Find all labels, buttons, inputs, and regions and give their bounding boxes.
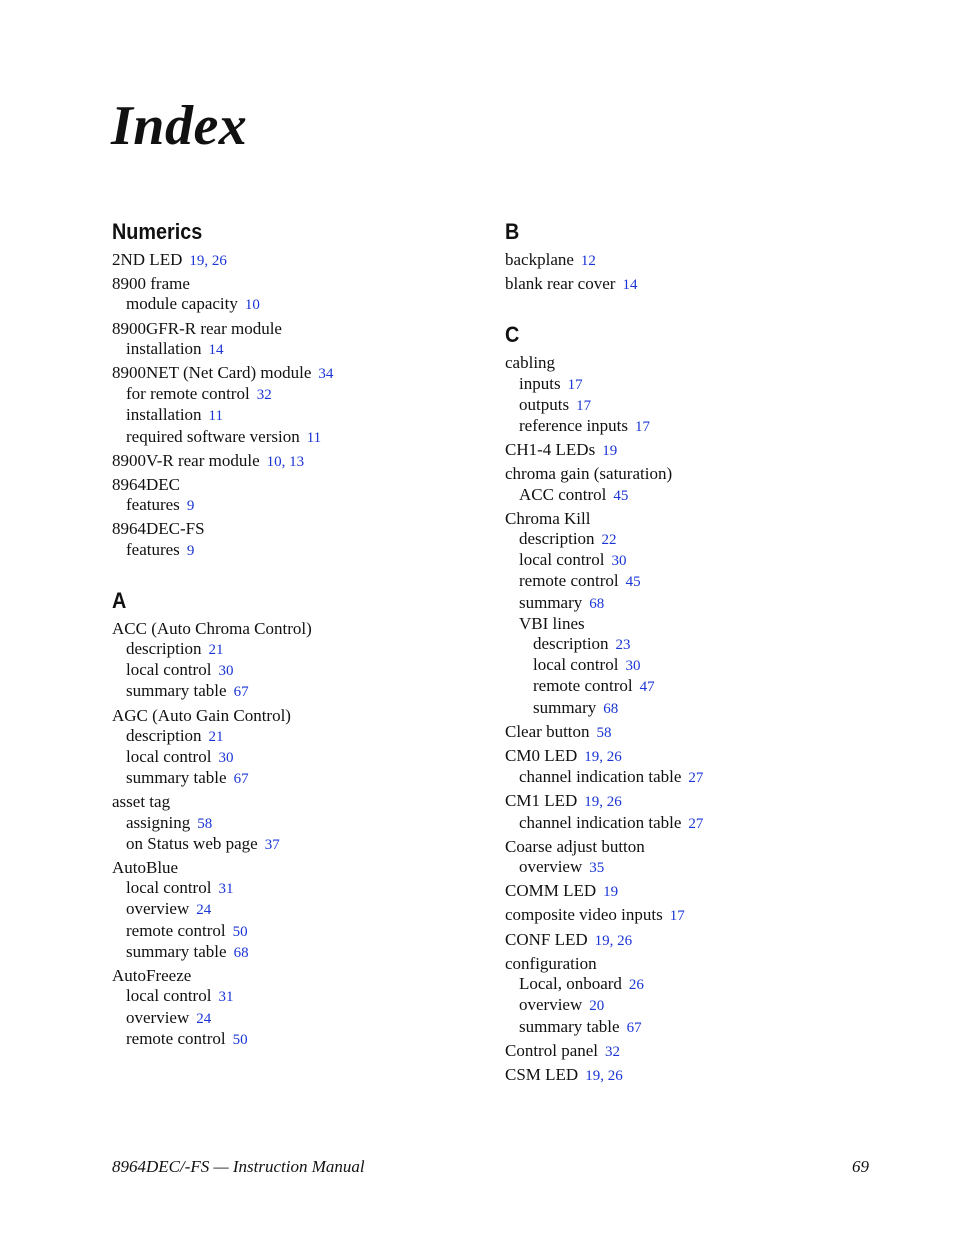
index-entry-term: COMM LED	[505, 881, 597, 901]
index-entry-term: overview	[519, 857, 583, 877]
index-entry	[112, 427, 472, 448]
index-entry	[505, 274, 885, 295]
page-refs	[209, 729, 224, 745]
index-entry-term: installation	[126, 405, 202, 425]
page-link[interactable]: 27	[688, 815, 704, 832]
index-entry	[505, 930, 885, 951]
page-link[interactable]: 26	[606, 794, 622, 811]
page-link[interactable]: 12	[580, 253, 596, 269]
index-entry	[505, 509, 885, 529]
page-link[interactable]: 26	[606, 749, 622, 766]
index-entry	[112, 660, 472, 681]
page-link[interactable]: 67	[626, 1019, 642, 1036]
page-link[interactable]: 19	[585, 1067, 601, 1084]
index-entry	[505, 1041, 885, 1062]
index-entry-term: 8900 frame	[112, 274, 190, 294]
page-link[interactable]: 10	[266, 453, 282, 470]
index-entry-term: local control	[533, 655, 619, 675]
page-link[interactable]: 14	[208, 341, 224, 358]
index-entry-term: CH1-4 LEDs	[505, 440, 596, 460]
index-entry	[505, 440, 885, 461]
index-entry	[505, 791, 885, 812]
index-entry	[112, 899, 472, 920]
page-refs	[234, 684, 249, 700]
page-refs	[209, 342, 224, 358]
index-entry	[112, 747, 472, 768]
page-link[interactable]: 26	[617, 932, 633, 949]
page-refs	[257, 387, 272, 403]
index-entry-term: reference inputs	[519, 416, 629, 436]
page-refs: 10, 13	[266, 453, 305, 470]
page-link[interactable]: 17	[669, 908, 685, 925]
page-refs	[688, 770, 703, 786]
index-entry-term: CSM LED	[505, 1064, 579, 1084]
index-entry	[112, 792, 472, 812]
index-entry	[112, 475, 472, 495]
index-entry	[112, 250, 472, 271]
index-entry	[505, 1065, 885, 1086]
index-entry-term: blank rear cover	[505, 274, 616, 294]
page-link[interactable]: 19	[584, 749, 600, 766]
index-section	[112, 587, 472, 1050]
index-entry	[112, 813, 472, 834]
index-entry-term: ACC (Auto Chroma Control)	[112, 618, 312, 638]
page-refs	[602, 532, 617, 548]
index-entry	[505, 395, 885, 416]
index-entry	[112, 768, 472, 789]
page-link[interactable]: 30	[611, 553, 627, 570]
page-refs	[603, 701, 618, 717]
index-entry	[505, 746, 885, 767]
index-entry-term: remote control	[533, 676, 633, 696]
index-entry	[505, 464, 885, 484]
page-link[interactable]: 58	[197, 815, 213, 832]
page-refs	[245, 297, 260, 313]
page-link[interactable]: 19	[603, 884, 619, 901]
index-entry-term: chroma gain (saturation)	[505, 464, 673, 484]
index-section	[505, 218, 885, 295]
page-refs	[602, 443, 617, 459]
page-refs	[622, 277, 637, 293]
index-entry-term: remote control	[126, 920, 226, 940]
index-entry-term: summary	[519, 592, 583, 612]
index-entry	[112, 858, 472, 878]
index-entry	[505, 905, 885, 926]
index-entry	[505, 571, 885, 592]
index-entry	[505, 353, 885, 373]
index-entry-term: CM0 LED	[505, 746, 578, 766]
page-refs	[576, 398, 591, 414]
index-entry-term: channel indication table	[519, 767, 682, 787]
index-entry-term: asset tag	[112, 792, 171, 812]
page-refs	[625, 658, 640, 674]
index-entry-term: on Status web page	[126, 833, 258, 853]
index-entry-term: 8900GFR-R rear module	[112, 318, 282, 338]
page-link[interactable]: 21	[208, 728, 224, 745]
index-entry-term: local control	[126, 660, 212, 680]
index-entry-term: overview	[519, 995, 583, 1015]
footer-manual-title: 8964DEC/-FS — Instruction Manual	[112, 1157, 365, 1176]
page-link[interactable]: 68	[589, 595, 605, 612]
page-link[interactable]: 17	[576, 397, 592, 414]
page-link[interactable]: 19	[584, 794, 600, 811]
index-entry	[505, 676, 885, 697]
index-entry-term: description	[533, 634, 609, 654]
index-section	[112, 218, 472, 561]
index-entry	[112, 986, 472, 1007]
page-link[interactable]: 50	[232, 923, 248, 940]
page-refs	[218, 750, 233, 766]
page-link[interactable]: 31	[218, 989, 234, 1006]
page-link[interactable]: 26	[628, 977, 644, 994]
page-link[interactable]: 14	[622, 277, 638, 294]
page-link[interactable]: 26	[607, 1067, 623, 1084]
index-entry-term: Chroma Kill	[505, 508, 591, 528]
section-heading: A	[112, 587, 127, 613]
page-refs	[640, 679, 655, 695]
index-entry-term: outputs	[519, 394, 570, 414]
page-refs	[234, 771, 249, 787]
index-entry-term: CM1 LED	[505, 791, 578, 811]
index-entry-term: summary table	[126, 941, 227, 961]
page-refs	[233, 1032, 248, 1048]
page-link[interactable]: 32	[605, 1043, 621, 1060]
index-entry-term: local control	[126, 747, 212, 767]
page-refs	[589, 596, 604, 612]
index-entry	[112, 519, 472, 539]
index-column-right	[505, 218, 885, 1112]
page-refs	[209, 642, 224, 658]
index-entry	[112, 363, 472, 384]
page-link[interactable]: 22	[601, 532, 617, 549]
page-link[interactable]: 20	[589, 998, 605, 1015]
page-refs	[209, 408, 223, 424]
index-entry	[112, 619, 472, 639]
page-link[interactable]: 9	[186, 542, 195, 559]
index-entry-term: summary	[533, 697, 597, 717]
index-entry	[505, 485, 885, 506]
page-link[interactable]: 68	[603, 700, 619, 717]
page-refs: 19, 26	[584, 794, 622, 811]
index-entry	[112, 384, 472, 405]
index-column-left	[112, 218, 472, 1076]
page-link[interactable]: 31	[218, 881, 234, 898]
index-entry	[505, 374, 885, 395]
index-entry	[505, 767, 885, 788]
page-refs	[568, 377, 583, 393]
page-refs	[605, 1044, 620, 1060]
index-entry	[112, 540, 472, 561]
page-link[interactable]: 67	[233, 684, 249, 701]
page-link[interactable]: 37	[264, 836, 280, 853]
index-entry	[505, 881, 885, 902]
page-link[interactable]: 26	[211, 253, 227, 269]
page-refs	[670, 908, 685, 924]
index-entry	[505, 698, 885, 719]
index-entry-term: summary table	[519, 1016, 620, 1036]
page-link[interactable]: 27	[688, 770, 704, 787]
index-entry-term: local control	[126, 986, 212, 1006]
page-link[interactable]: 19	[602, 443, 618, 460]
page-link[interactable]: 30	[625, 658, 641, 675]
page-link[interactable]: 50	[232, 1031, 248, 1048]
index-entry	[505, 813, 885, 834]
index-entry-term: remote control	[126, 1028, 226, 1048]
page-refs	[318, 366, 333, 382]
index-entry-term: module capacity	[126, 294, 238, 314]
page-refs	[218, 989, 233, 1005]
index-entry	[505, 857, 885, 878]
index-entry-term: local control	[126, 878, 212, 898]
index-entry	[112, 834, 472, 855]
index-entry-term: ACC control	[519, 484, 607, 504]
page-refs	[581, 253, 596, 269]
index-entry	[505, 250, 885, 271]
page-link[interactable]: 17	[635, 419, 651, 436]
index-entry	[112, 339, 472, 360]
page-refs	[688, 816, 703, 832]
index-entry	[505, 529, 885, 550]
page-link[interactable]: 21	[208, 642, 224, 659]
index-entry-term: features	[126, 539, 180, 559]
index-entry	[112, 942, 472, 963]
page-link[interactable]: 17	[567, 376, 583, 393]
page-refs	[613, 488, 628, 504]
index-entry	[112, 274, 472, 294]
index-entry	[112, 681, 472, 702]
index-entry-term: Control panel	[505, 1040, 599, 1060]
index-entry-term: cabling	[505, 353, 556, 373]
page-link[interactable]: 13	[289, 453, 305, 470]
page-link[interactable]: 19	[594, 932, 610, 949]
page-refs	[597, 725, 612, 741]
page-link[interactable]: 34	[318, 366, 334, 383]
page-refs	[218, 881, 233, 897]
page-link[interactable]: 45	[613, 487, 629, 504]
page-refs	[616, 637, 631, 653]
index-entry-term: installation	[126, 338, 202, 358]
page-link[interactable]: 24	[196, 1010, 212, 1027]
page-refs	[589, 860, 604, 876]
page-refs	[603, 884, 618, 900]
page-link[interactable]: 24	[196, 902, 212, 919]
index-entry-term: features	[126, 495, 180, 515]
index-entry-term: description	[126, 725, 202, 745]
page-refs	[307, 430, 321, 446]
index-section	[505, 321, 885, 1086]
page-link[interactable]: 68	[233, 944, 249, 961]
index-entry	[112, 405, 472, 426]
page-refs	[234, 945, 249, 961]
index-entry	[505, 954, 885, 974]
page-link[interactable]: 58	[596, 724, 612, 741]
section-heading: B	[505, 219, 520, 244]
index-entry	[505, 722, 885, 743]
page-refs	[265, 837, 280, 853]
index-entry-term: composite video inputs	[505, 905, 663, 925]
page-title: Index	[111, 95, 248, 157]
index-entry-term: AutoBlue	[112, 858, 179, 878]
page-link[interactable]: 45	[625, 574, 641, 591]
index-entry-term: configuration	[505, 953, 597, 973]
index-entry-term: summary table	[126, 681, 227, 701]
page-refs: 19, 26	[585, 1067, 623, 1084]
index-entry-term: Local, onboard	[519, 974, 622, 994]
page-refs	[197, 816, 212, 832]
index-entry	[112, 319, 472, 339]
index-entry-term: CONF LED	[505, 929, 588, 949]
page-refs	[196, 902, 211, 918]
index-entry	[505, 550, 885, 571]
page-link[interactable]: 30	[218, 750, 234, 767]
index-entry	[112, 451, 472, 472]
page-refs: 19, 26	[594, 932, 633, 949]
index-entry-term: assigning	[126, 812, 191, 832]
page-refs	[218, 663, 233, 679]
index-entry	[505, 634, 885, 655]
page-refs	[629, 977, 644, 993]
index-entry-term: Clear button	[505, 721, 590, 741]
index-entry-term: description	[519, 529, 595, 549]
index-entry-term: for remote control	[126, 384, 250, 404]
page-refs	[611, 553, 626, 569]
page-link[interactable]: 67	[233, 771, 249, 788]
page-refs	[187, 543, 195, 559]
page-link[interactable]: 9	[186, 498, 195, 515]
index-entry-term: 8900V-R rear module	[112, 450, 260, 470]
index-entry	[505, 655, 885, 676]
index-entry	[112, 706, 472, 726]
index-entry-term: description	[126, 639, 202, 659]
index-entry	[505, 995, 885, 1016]
page-refs	[589, 998, 604, 1014]
section-heading: C	[505, 322, 520, 348]
footer-page-number: 69	[852, 1157, 869, 1176]
index-entry	[505, 614, 885, 634]
index-entry-term: local control	[519, 550, 605, 570]
page-refs: 19, 26	[584, 749, 622, 766]
section-heading: Numerics	[112, 219, 203, 244]
page-refs	[635, 419, 650, 435]
index-entry-term: overview	[126, 899, 190, 919]
index-entry-term: AGC (Auto Gain Control)	[112, 705, 291, 725]
index-entry-term: summary table	[126, 768, 227, 788]
index-entry-term: inputs	[519, 373, 561, 393]
index-entry-term: backplane	[505, 250, 574, 269]
page-link[interactable]: 11	[208, 408, 223, 425]
index-entry	[505, 416, 885, 437]
page-link[interactable]: 32	[256, 387, 272, 404]
page-link[interactable]: 19	[189, 253, 205, 269]
index-entry	[505, 1017, 885, 1038]
page-link[interactable]: 47	[639, 679, 655, 696]
index-entry	[112, 294, 472, 315]
index-entry	[112, 495, 472, 516]
page-refs	[187, 498, 195, 514]
index-entry-term: channel indication table	[519, 812, 682, 832]
index-entry-term: AutoFreeze	[112, 966, 192, 986]
page-refs	[627, 1020, 642, 1036]
page-link[interactable]: 10	[244, 297, 260, 314]
index-entry-term: overview	[126, 1007, 190, 1027]
page-link[interactable]: 30	[218, 663, 234, 680]
page-link[interactable]: 11	[306, 429, 322, 446]
page-refs	[233, 924, 248, 940]
index-entry	[112, 966, 472, 986]
index-entry-term: 8900NET (Net Card) module	[112, 363, 312, 383]
index-entry-term: VBI lines	[519, 613, 585, 633]
page-link[interactable]: 35	[589, 860, 605, 877]
index-entry-term: Coarse adjust button	[505, 836, 645, 856]
index-entry	[505, 974, 885, 995]
index-entry	[112, 1029, 472, 1050]
index-entry-term: 8964DEC-FS	[112, 519, 205, 539]
index-entry-term: required software version	[126, 426, 300, 446]
index-entry-term: 2ND LED	[112, 250, 183, 269]
index-entry	[112, 878, 472, 899]
index-entry	[505, 593, 885, 614]
page-refs	[626, 574, 641, 590]
page-refs: 19, 26	[189, 253, 227, 269]
page-refs	[196, 1011, 211, 1027]
index-entry	[505, 837, 885, 857]
index-entry	[112, 921, 472, 942]
page-link[interactable]: 23	[615, 637, 631, 654]
index-entry-term: remote control	[519, 571, 619, 591]
index-entry-term: 8964DEC	[112, 475, 180, 495]
index-entry	[112, 726, 472, 747]
index-entry	[112, 639, 472, 660]
index-entry	[112, 1008, 472, 1029]
